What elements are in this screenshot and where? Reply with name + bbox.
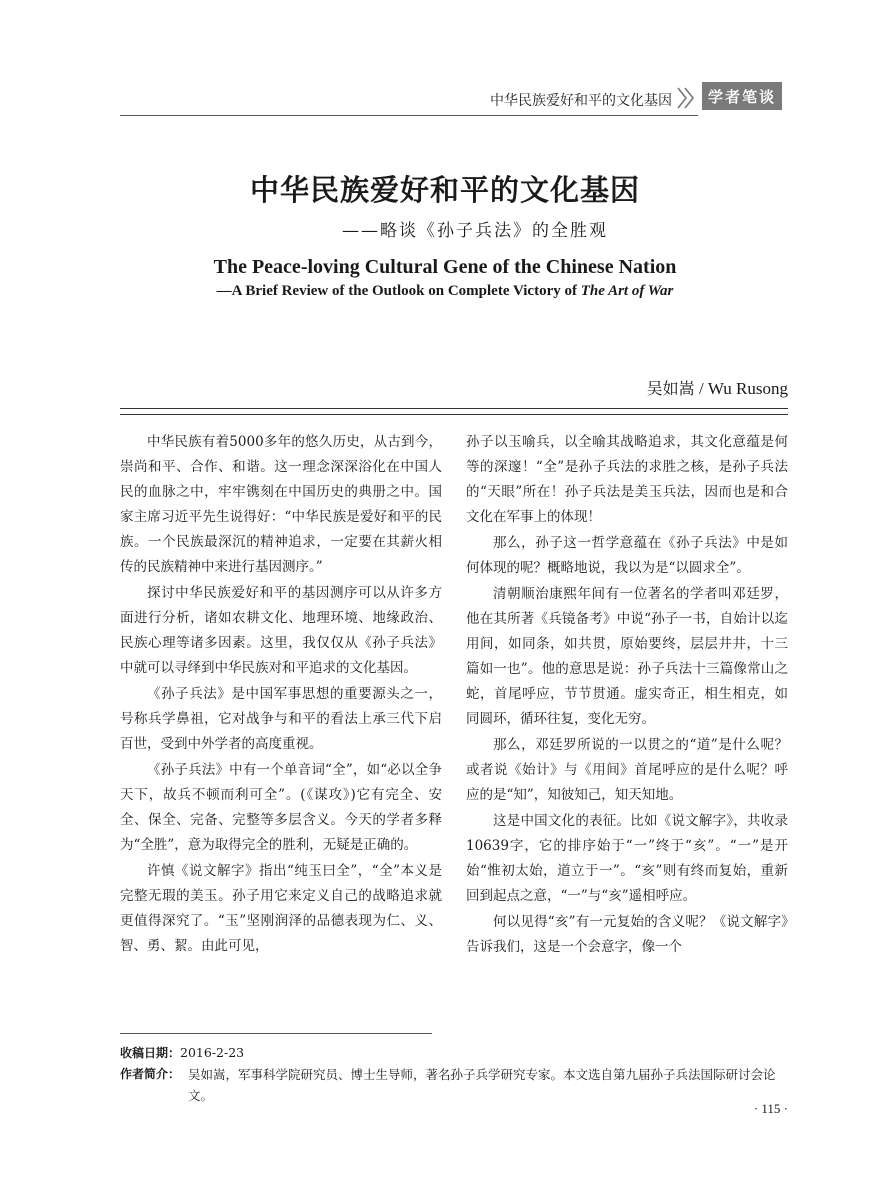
subtitle-en-work-title: The Art of War — [580, 283, 674, 299]
author-name-cn: 吴如嵩 — [646, 379, 695, 398]
received-label: 收稿日期： — [120, 1046, 181, 1060]
article-subtitle-en — [0, 283, 890, 300]
paragraph: 何以见得“亥”有一元复始的含义呢？《说文解字》告诉我们，这是一个会意字，像一个 — [466, 914, 788, 955]
paragraph: 中华民族有着5000多年的悠久历史，从古到今，崇尚和平、合作、和谐。这一理念深深浴化在中国人民的血脉之中，牢牢镌刻在中国历史的典册之中。国家主席习近平先生说得好：“中华民族是爱好和平的民族。一个民族最深沉的精神追求，一定要在其薪火相传的民族精神中来进行基因测序。” — [120, 434, 442, 575]
footnote-received — [120, 1042, 788, 1064]
article-subtitle-cn: ——略谈《孙子兵法》的全胜观 — [342, 221, 608, 241]
paragraph-continued: 孙子以玉喻兵，以全喻其战略追求，其文化意蕴是何等的深邃！“全”是孙子兵法的求胜之核，是孙子兵法的“天眼”所在！孙子兵法是美玉兵法，因而也是和合文化在军事上的体现！ — [466, 434, 788, 525]
article-title-cn: 中华民族爱好和平的文化基因 — [249, 173, 640, 207]
paragraph: 《孙子兵法》是中国军事思想的重要源头之一，号称兵学鼻祖，它对战争与和平的看法上承三代下启百世，受到中外学者的高度重视。 — [120, 686, 442, 752]
paragraph: 《孙子兵法》中有一个单音词“全”，如“必以全争天下，故兵不顿而利可全”。(《谋攻》)它有完全、安全、保全、完备、完整等多层含义。今天的学者多释为“全胜”，意为取得完全的胜利，无疑是正确的。 — [120, 762, 442, 853]
running-head — [120, 80, 782, 116]
paragraph: 清朝顺治康熙年间有一位著名的学者叫邓廷罗，他在其所著《兵镜备考》中说“孙子一书，自始计以迄用间，如同条，如共贯，原始要终，层层井井，十三篇如一也”。他的意思是说：孙子兵法十三篇像常山之蛇，首尾呼应，节节贯通。虚实奇正，相生相克，如同圆环，循环往复，变化无穷。 — [466, 586, 788, 727]
paragraph: 许慎《说文解字》指出“纯玉曰全”，“全”本义是完整无瑕的美玉。孙子用它来定义自己的战略追求就更值得深究了。“玉”坚刚润泽的品德表现为仁、义、智、勇、絜。由此可见， — [120, 863, 442, 954]
header-rule — [120, 115, 698, 116]
page-number: · 115 · — [753, 1101, 788, 1116]
author-separator: / — [694, 379, 708, 398]
article-title-en: The Peace-loving Cultural Gene of the Chinese Nation — [213, 256, 677, 278]
body-column-left — [120, 430, 442, 960]
author-bio-label: 作者简介： — [120, 1067, 181, 1081]
paragraph: 那么，孙子这一哲学意蕴在《孙子兵法》中是如何体现的呢？概略地说，我以为是“以圆求全”。 — [466, 535, 788, 576]
author-bio: 吴如嵩，军事科学院研究员、博士生导师，著名孙子兵学研究专家。本文选自第九届孙子兵法国际研讨会论文。 — [188, 1067, 776, 1103]
title-divider — [120, 408, 788, 415]
paragraph: 探讨中华民族爱好和平的基因测序可以从许多方面进行分析，诸如农耕文化、地理环境、地缘政治、民族心理等诸多因素。这里，我仅仅从《孙子兵法》中就可以寻绎到中华民族对和平追求的文化基因。 — [120, 585, 442, 676]
paragraph: 那么，邓廷罗所说的一以贯之的“道”是什么呢？或者说《始计》与《用间》首尾呼应的是什么呢？呼应的是“知”，知彼知己，知天知地。 — [466, 737, 788, 803]
double-chevron-icon — [676, 86, 698, 110]
footnote-author — [120, 1064, 788, 1106]
received-date: 2016-2-23 — [180, 1045, 245, 1060]
paragraph: 这是中国文化的表征。比如《说文解字》，共收录10639字，它的排序始于“一”终于“亥”。“一”是开始“惟初太始，道立于一”。“亥”则有终而复始，重新回到起点之意，“一”与“亥”遥相呼应。 — [466, 813, 788, 904]
running-head-title: 中华民族爱好和平的文化基因 — [490, 93, 672, 109]
column-label-badge: 学者笔谈 — [702, 82, 782, 110]
author-byline — [647, 376, 788, 399]
body-column-right — [466, 430, 788, 961]
footnote-rule — [120, 1033, 432, 1034]
author-name-en: Wu Rusong — [707, 379, 788, 398]
subtitle-en-prefix: —A Brief Review of the Outlook on Complete Victory of — [216, 283, 581, 299]
